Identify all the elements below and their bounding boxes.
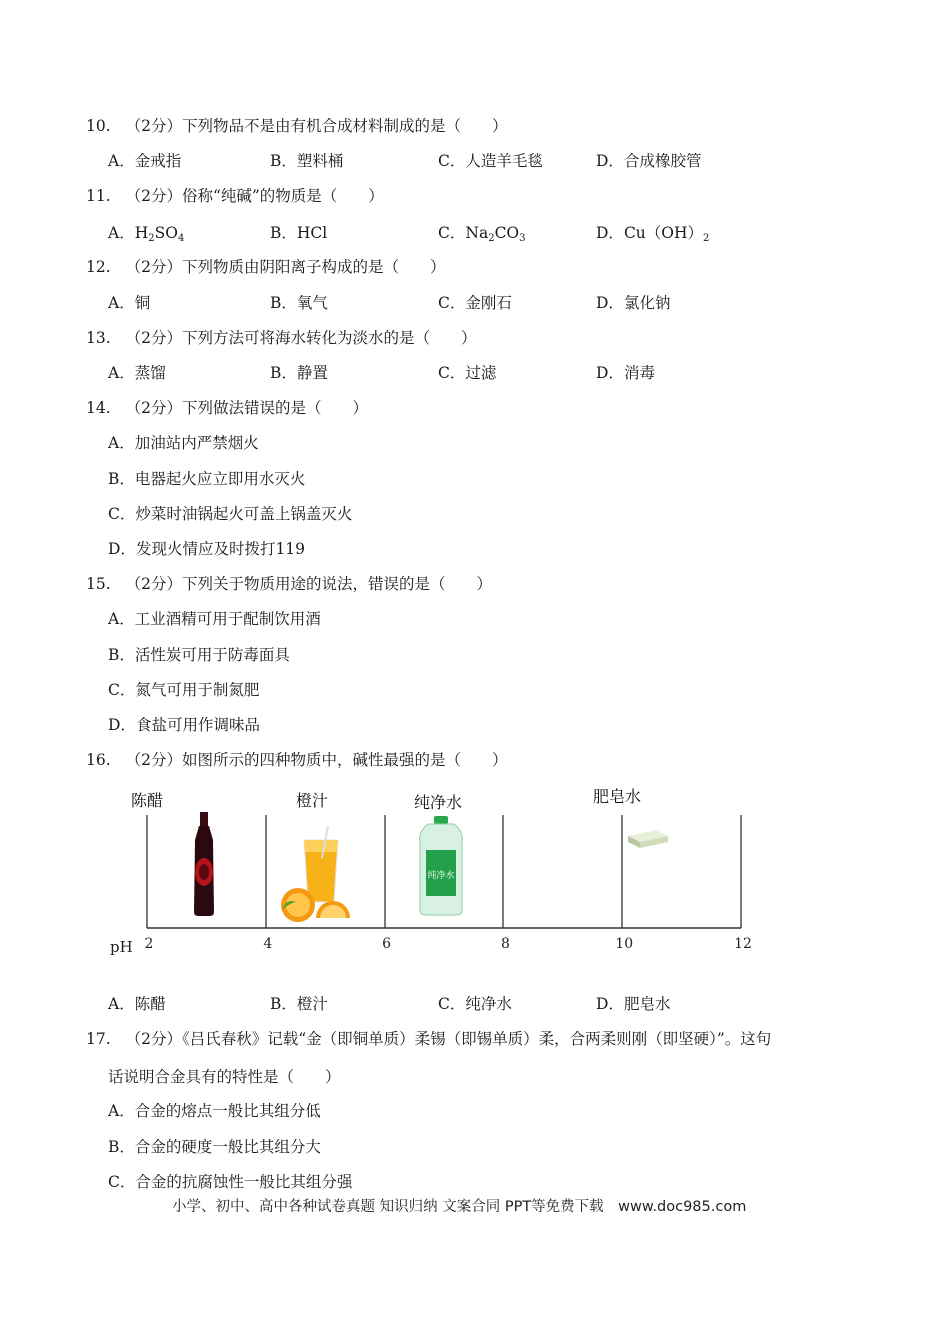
option-a[interactable]: A．$H_2SO_4$ xyxy=(108,224,185,244)
ph-tick-label: 6 xyxy=(382,936,392,952)
ph-figure xyxy=(100,780,760,960)
ph-tick-label: 12 xyxy=(734,936,752,952)
question-10 xyxy=(86,115,507,137)
option-d[interactable]: D．发现火情应及时拨打119 xyxy=(108,540,306,558)
option-a[interactable]: A．工业酒精可用于配制饮用酒 xyxy=(108,610,321,628)
question-16 xyxy=(86,749,507,771)
question-number: 10. xyxy=(86,117,111,135)
orange-juice-icon xyxy=(281,826,350,922)
item-label-orange-juice: 橙汁 xyxy=(296,791,329,810)
option-a[interactable]: A．蒸馏 xyxy=(108,364,166,382)
question-number: 12. xyxy=(86,258,111,276)
option-b[interactable]: B．合金的硬度一般比其组分大 xyxy=(108,1138,321,1156)
question-number: 13. xyxy=(86,329,111,347)
option-d[interactable]: D．消毒 xyxy=(596,364,655,382)
question-number: 11. xyxy=(86,187,111,205)
option-c[interactable]: C．过滤 xyxy=(438,364,497,382)
question-stem: （2分）下列物质由阴阳离子构成的是（ ） xyxy=(125,258,446,276)
question-stem: （2分）下列关于物质用途的说法，错误的是（ ） xyxy=(125,575,492,593)
question-stem: （2分）如图所示的四种物质中，碱性最强的是（ ） xyxy=(125,751,508,769)
option-a[interactable]: A．金戒指 xyxy=(108,152,182,170)
option-b[interactable]: B．塑料桶 xyxy=(270,152,344,170)
ph-tick-label: 8 xyxy=(500,936,510,952)
question-stem: （2分）下列方法可将海水转化为淡水的是（ ） xyxy=(125,329,477,347)
question-stem: （2分）俗称“纯碱”的物质是（ ） xyxy=(125,187,384,205)
question-stem: （2分）《吕氏春秋》记载“金（即铜单质）柔锡（即锡单质）柔，合两柔则刚（即坚硬）”。这句 xyxy=(125,1030,772,1048)
vinegar-bottle-icon xyxy=(194,812,214,916)
ph-axis-label: pH xyxy=(110,938,133,956)
option-b[interactable]: B．橙汁 xyxy=(270,995,328,1013)
option-c[interactable]: C．合金的抗腐蚀性一般比其组分强 xyxy=(108,1173,353,1191)
question-stem-continued: 话说明合金具有的特性是（ ） xyxy=(108,1068,341,1086)
option-c[interactable]: C．$Na_2CO_3$ xyxy=(438,224,526,244)
option-d[interactable]: D．氯化钠 xyxy=(596,294,671,312)
ph-tick-label: 10 xyxy=(615,936,634,952)
option-b[interactable]: B．静置 xyxy=(270,364,328,382)
question-stem: （2分）下列物品不是由有机合成材料制成的是（ ） xyxy=(125,117,508,135)
soap-bar-icon xyxy=(628,830,668,848)
question-11 xyxy=(86,185,384,207)
option-d[interactable]: D．食盐可用作调味品 xyxy=(108,716,260,734)
ph-figure-svg xyxy=(100,780,760,960)
option-a[interactable]: A．陈醋 xyxy=(108,995,166,1013)
option-d[interactable]: D．肥皂水 xyxy=(596,995,671,1013)
footer-text: 小学、初中、高中各种试卷真题 知识归纳 文案合同 PPT等免费下载 www.doc985.com xyxy=(172,1199,747,1215)
option-a[interactable]: A．铜 xyxy=(108,294,151,312)
option-a[interactable]: A．合金的熔点一般比其组分低 xyxy=(108,1102,321,1120)
option-b[interactable]: B．HCl xyxy=(270,224,328,242)
bottle-label-text: 纯净水 xyxy=(427,871,455,881)
question-17 xyxy=(86,1028,771,1050)
ph-ticks xyxy=(145,936,752,952)
option-d[interactable]: D．$Cu(OH)_2$ xyxy=(596,224,710,244)
item-label-pure-water: 纯净水 xyxy=(414,793,463,812)
option-b[interactable]: B．活性炭可用于防毒面具 xyxy=(108,646,290,664)
option-b[interactable]: B．氧气 xyxy=(270,294,328,312)
question-number: 16. xyxy=(86,751,111,769)
option-c[interactable]: C．氮气可用于制氮肥 xyxy=(108,681,260,699)
water-bottle-icon xyxy=(420,816,463,915)
question-number: 14. xyxy=(86,399,111,417)
ph-tick-label: 4 xyxy=(263,936,273,952)
item-label-soap-water: 肥皂水 xyxy=(593,787,642,806)
question-number: 17. xyxy=(86,1030,111,1048)
question-15 xyxy=(86,573,492,595)
option-c[interactable]: C．纯净水 xyxy=(438,995,512,1013)
option-b[interactable]: B．电器起火应立即用水灭火 xyxy=(108,470,306,488)
ph-tick-label: 2 xyxy=(144,936,154,952)
question-12 xyxy=(86,256,445,278)
option-a[interactable]: A．加油站内严禁烟火 xyxy=(108,434,259,452)
option-c[interactable]: C．人造羊毛毯 xyxy=(438,152,543,170)
option-d[interactable]: D．合成橡胶管 xyxy=(596,152,702,170)
question-stem: （2分）下列做法错误的是（ ） xyxy=(125,399,368,417)
question-number: 15. xyxy=(86,575,111,593)
question-13 xyxy=(86,327,476,349)
option-c[interactable]: C．炒菜时油锅起火可盖上锅盖灭火 xyxy=(108,505,353,523)
option-c[interactable]: C．金刚石 xyxy=(438,294,512,312)
item-label-vinegar: 陈醋 xyxy=(131,791,164,810)
question-14 xyxy=(86,397,368,419)
